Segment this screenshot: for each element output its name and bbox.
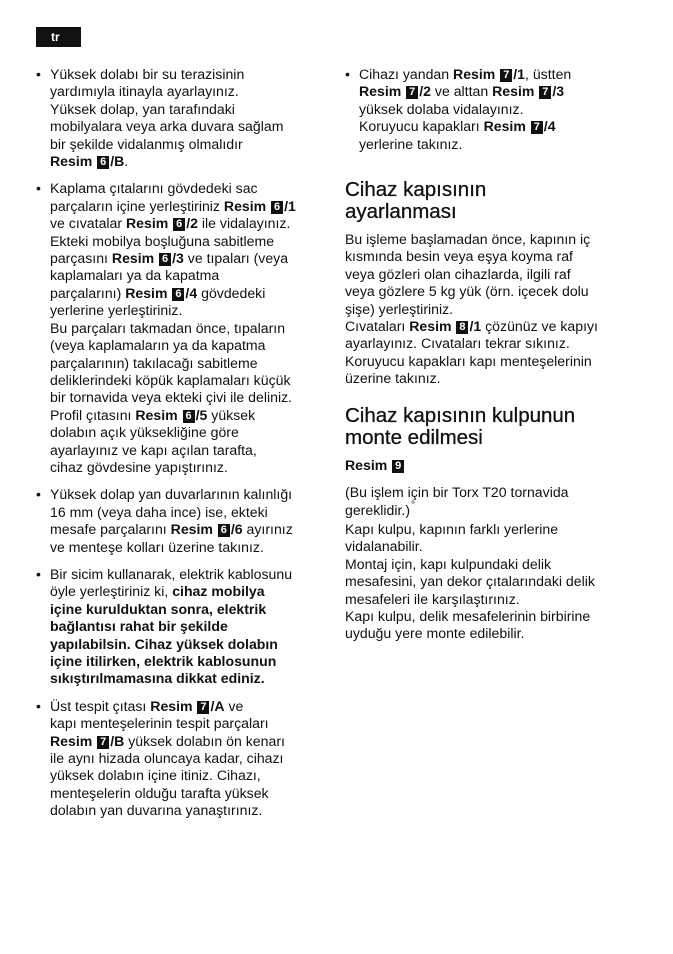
figure-number: 6 <box>183 410 195 423</box>
text: şişe) yerleştiriniz. <box>345 300 454 317</box>
text-line <box>345 499 637 521</box>
text: . <box>124 153 129 170</box>
bold-text: Resim <box>345 456 392 473</box>
bold-text: Resim <box>453 66 500 82</box>
text-line <box>50 583 328 600</box>
text: mobilyalara veya arka duvara sağlam <box>50 118 284 135</box>
figure-number: 9 <box>392 460 404 473</box>
bold-text: içine kurulduktan sonra, elektrik <box>50 600 267 617</box>
text-line <box>345 457 637 474</box>
text: Koruyucu kapakları <box>359 118 484 135</box>
text-line <box>345 370 637 387</box>
text: parçaların içine yerleştiriniz <box>50 197 224 214</box>
figure-number: 8 <box>456 321 468 334</box>
text: ve tıpaları (veya <box>183 250 289 267</box>
bold-text: /1 <box>469 318 482 335</box>
instruction-list <box>345 66 637 153</box>
figure-number: 6 <box>173 218 185 231</box>
bold-text: sıkıştırılmamasına dikkat ediniz. <box>50 670 265 687</box>
figure-number: 6 <box>97 156 109 169</box>
section-body <box>345 484 637 643</box>
list-item <box>36 180 328 476</box>
text-line <box>50 733 328 750</box>
text: Yüksek dolap, yan tarafındaki <box>50 100 235 117</box>
bold-text: /2 <box>186 215 198 232</box>
figure-number: 7 <box>531 121 543 134</box>
text-line <box>50 136 328 153</box>
text-line <box>50 250 328 267</box>
bold-text: Resim <box>150 697 197 714</box>
list-item <box>36 566 328 688</box>
text: Bu parçaları takmadan önce, tıpaların <box>50 319 286 336</box>
text: , üstten <box>525 66 572 82</box>
figure-number: 6 <box>159 253 171 266</box>
text-line <box>345 556 637 573</box>
text-line <box>50 750 328 767</box>
figure-number: 7 <box>406 86 418 99</box>
text-line <box>50 198 328 215</box>
text-line <box>50 83 328 100</box>
bold-text: Resim <box>135 406 182 423</box>
text: menteşelerin olduğu tarafta yüksek <box>50 784 269 801</box>
text-line <box>359 83 637 100</box>
text-line <box>50 539 328 556</box>
text: ve alttan <box>430 83 493 100</box>
figure-number: 7 <box>97 736 109 749</box>
bold-text: /B <box>110 153 125 170</box>
text-line <box>50 66 328 83</box>
list-item <box>345 66 637 153</box>
text-line <box>50 407 328 424</box>
text: parçalarının) takılacağı sabitleme <box>50 354 258 371</box>
text-line <box>50 302 328 319</box>
text: ve cıvatalar <box>50 215 126 232</box>
text: mesafesini, yan dekor çıtalarındaki delik <box>345 573 595 590</box>
text: kaplamaları ya da kapatma <box>50 267 220 284</box>
text-line <box>50 698 328 715</box>
text: Kapı kulpu, kapının farklı yerlerine <box>345 520 559 537</box>
text-line <box>50 101 328 118</box>
text-line <box>50 767 328 784</box>
bold-text: /3 <box>172 250 184 267</box>
figure-reference <box>345 457 637 474</box>
text: ile aynı hizada oluncaya kadar, cihazı <box>50 750 284 767</box>
section-heading <box>345 179 637 223</box>
heading-line: monte edilmesi <box>345 425 483 449</box>
bold-text: cihaz mobilya <box>172 583 265 600</box>
mark: ° <box>411 499 416 511</box>
text: mesafeleri ile karşılaştırınız. <box>345 590 520 607</box>
figure-number: 7 <box>500 69 512 82</box>
text-line <box>345 625 637 642</box>
text-line <box>50 601 328 618</box>
text-line <box>50 486 328 503</box>
text-line <box>345 538 637 555</box>
bold-text: Resim <box>125 215 173 232</box>
text-line <box>359 118 637 135</box>
text: yerlerine takınız. <box>359 135 463 152</box>
text: Kaplama çıtalarını gövdedeki sac <box>50 180 258 197</box>
text-line <box>345 608 637 625</box>
text: Bir sicim kullanarak, elektrik kablosunu <box>50 565 293 582</box>
text-line <box>359 101 637 118</box>
bold-text: /2 <box>419 83 431 100</box>
text: yüksek dolaba vidalayınız. <box>359 100 524 117</box>
text-line <box>345 591 637 608</box>
bold-text: /1 <box>284 197 296 214</box>
bold-text: Resim <box>409 318 456 335</box>
bold-text: /5 <box>195 406 208 423</box>
text: deliklerindeki köpük kaplamaları küçük <box>50 371 291 388</box>
text: (Bu işlem için bir Torx T20 tornavida <box>345 484 569 501</box>
bold-text: içine itilirken, elektrik kablosunun <box>50 653 277 669</box>
text-line <box>50 337 328 354</box>
text-line <box>50 153 328 170</box>
bold-text: Resim <box>111 250 159 267</box>
text: Ekteki mobilya boşluğuna sabitleme <box>50 232 275 249</box>
text: 16 mm (veya daha ince) ise, ekteki <box>50 503 268 520</box>
bold-text: Resim <box>125 284 172 301</box>
text: Kapı kulpu, delik mesafelerinin birbirine <box>345 607 591 624</box>
bold-text: Resim <box>170 521 217 538</box>
text: ve <box>224 697 244 714</box>
text-line <box>50 636 328 653</box>
section-heading <box>345 405 637 449</box>
text-line <box>50 389 328 406</box>
text: üzerine takınız. <box>345 370 441 387</box>
text-line <box>345 335 637 352</box>
instruction-list <box>36 66 328 820</box>
text: ayarlayınız ve kapı açılan tarafta, <box>50 441 257 458</box>
text-line <box>345 231 637 248</box>
text-line <box>50 180 328 197</box>
bold-text: Resim <box>223 197 271 214</box>
text: mesafe parçalarını <box>50 521 171 538</box>
bold-text: /B <box>110 732 125 749</box>
text-line <box>50 566 328 583</box>
heading-line: Cihaz kapısının <box>345 178 487 202</box>
text-line <box>345 573 637 590</box>
text-line <box>50 215 328 232</box>
text: parçalarını) <box>50 284 126 301</box>
text: yüksek dolabın içine itiniz. Cihazı, <box>50 767 261 784</box>
text: cihaz gövdesine yapıştırınız. <box>50 458 228 475</box>
text: Yüksek dolap yan duvarlarının kalınlığı <box>50 486 293 503</box>
text-line <box>345 283 637 300</box>
text-line <box>50 233 328 250</box>
bold-text: /3 <box>552 83 565 100</box>
text: gereklidir.) <box>345 501 411 518</box>
text-line <box>345 353 637 370</box>
text: kısmında besin veya eşya koyma raf <box>345 248 573 265</box>
text-line <box>359 136 637 153</box>
text-line <box>50 785 328 802</box>
text: uyduğu yere monte edilebilir. <box>345 625 525 642</box>
text-line <box>50 424 328 441</box>
text-line <box>50 118 328 135</box>
bold-text: /4 <box>543 118 556 135</box>
text-line <box>50 715 328 732</box>
bold-text: yapılabilsin. Cihaz yüksek dolabın <box>50 635 278 652</box>
text: kapı menteşelerinin tespit parçaları <box>50 715 269 732</box>
language-tag: tr <box>36 27 81 47</box>
text-line <box>50 802 328 819</box>
bold-text: /1 <box>513 66 526 82</box>
right-column <box>345 66 637 643</box>
text-line <box>345 301 637 318</box>
bold-text: /4 <box>185 284 198 301</box>
text: (veya kaplamaların ya da kapatma <box>50 337 266 354</box>
bold-text: Resim <box>50 732 97 749</box>
text-line <box>345 521 637 538</box>
section-body <box>345 231 637 388</box>
figure-number: 7 <box>539 86 551 99</box>
text: ayırınız <box>242 521 293 538</box>
text: dolabın yan duvarına yanaştırınız. <box>50 802 263 819</box>
text-line <box>50 372 328 389</box>
text: ve menteşe kolları üzerine takınız. <box>50 538 264 555</box>
left-column <box>36 66 328 830</box>
text: dolabın açık yüksekliğine göre <box>50 424 239 441</box>
text: öyle yerleştiriniz ki, <box>50 583 173 600</box>
bold-text: /6 <box>230 521 243 538</box>
text-line <box>50 285 328 302</box>
text-line <box>345 266 637 283</box>
text: ayarlayınız. Cıvataları tekrar sıkınız. <box>345 335 570 352</box>
text-line <box>345 484 637 501</box>
bold-text: Resim <box>359 83 406 100</box>
bold-text: Resim <box>50 153 97 170</box>
text-line <box>50 670 328 687</box>
figure-number: 7 <box>197 701 209 714</box>
text: çözünüz ve kapıyı <box>481 318 598 335</box>
text: yerlerine yerleştiriniz. <box>50 302 183 319</box>
text: Koruyucu kapakları kapı menteşelerinin <box>345 352 592 369</box>
text: Profil çıtasını <box>50 406 136 423</box>
figure-number: 6 <box>172 288 184 301</box>
heading-line: ayarlanması <box>345 200 457 224</box>
text: veya gözlere 5 kg yük (örn. içecek dolu <box>345 283 589 300</box>
text-line <box>345 318 637 335</box>
text-line <box>50 355 328 372</box>
text: vidalanabilir. <box>345 538 423 555</box>
list-item <box>36 698 328 820</box>
text: Yüksek dolabı bir su terazisinin <box>50 66 245 82</box>
text: yardımıyla itinayla ayarlayınız. <box>50 83 239 100</box>
text: Cihazı yandan <box>359 66 454 82</box>
text: yüksek dolabın ön kenarı <box>124 732 285 749</box>
text: yüksek <box>207 406 256 423</box>
text-line <box>359 66 637 83</box>
text: gövdedeki <box>197 284 266 301</box>
text-line <box>50 521 328 538</box>
text: Cıvataları <box>345 318 410 335</box>
figure-number: 6 <box>218 524 230 537</box>
text: ile vidalayınız. <box>197 215 291 232</box>
heading-line: Cihaz kapısının kulpunun <box>345 403 576 427</box>
text: bir tornavida veya ekteki çivi ile deliniz. <box>50 389 293 406</box>
text-line <box>345 248 637 265</box>
text-line <box>50 618 328 635</box>
text: Bu işleme başlamadan önce, kapının iç <box>345 231 591 248</box>
list-item <box>36 486 328 556</box>
figure-number: 6 <box>271 201 283 214</box>
bold-text: Resim <box>492 83 539 100</box>
text-line <box>50 459 328 476</box>
text-line <box>50 320 328 337</box>
text-line <box>50 653 328 670</box>
text-line <box>50 267 328 284</box>
bold-text: Resim <box>483 118 530 135</box>
text: veya gözleri olan cihazlarda, ilgili raf <box>345 265 571 282</box>
text: bir şekilde vidalanmış olmalıdır <box>50 135 243 152</box>
text-line <box>50 504 328 521</box>
list-item <box>36 66 328 170</box>
bold-text: /A <box>210 697 225 714</box>
text-line <box>50 442 328 459</box>
text: Üst tespit çıtası <box>50 697 151 714</box>
text: parçasını <box>50 250 112 267</box>
bold-text: bağlantısı rahat bir şekilde <box>50 618 228 635</box>
text: Montaj için, kapı kulpundaki delik <box>345 555 552 572</box>
